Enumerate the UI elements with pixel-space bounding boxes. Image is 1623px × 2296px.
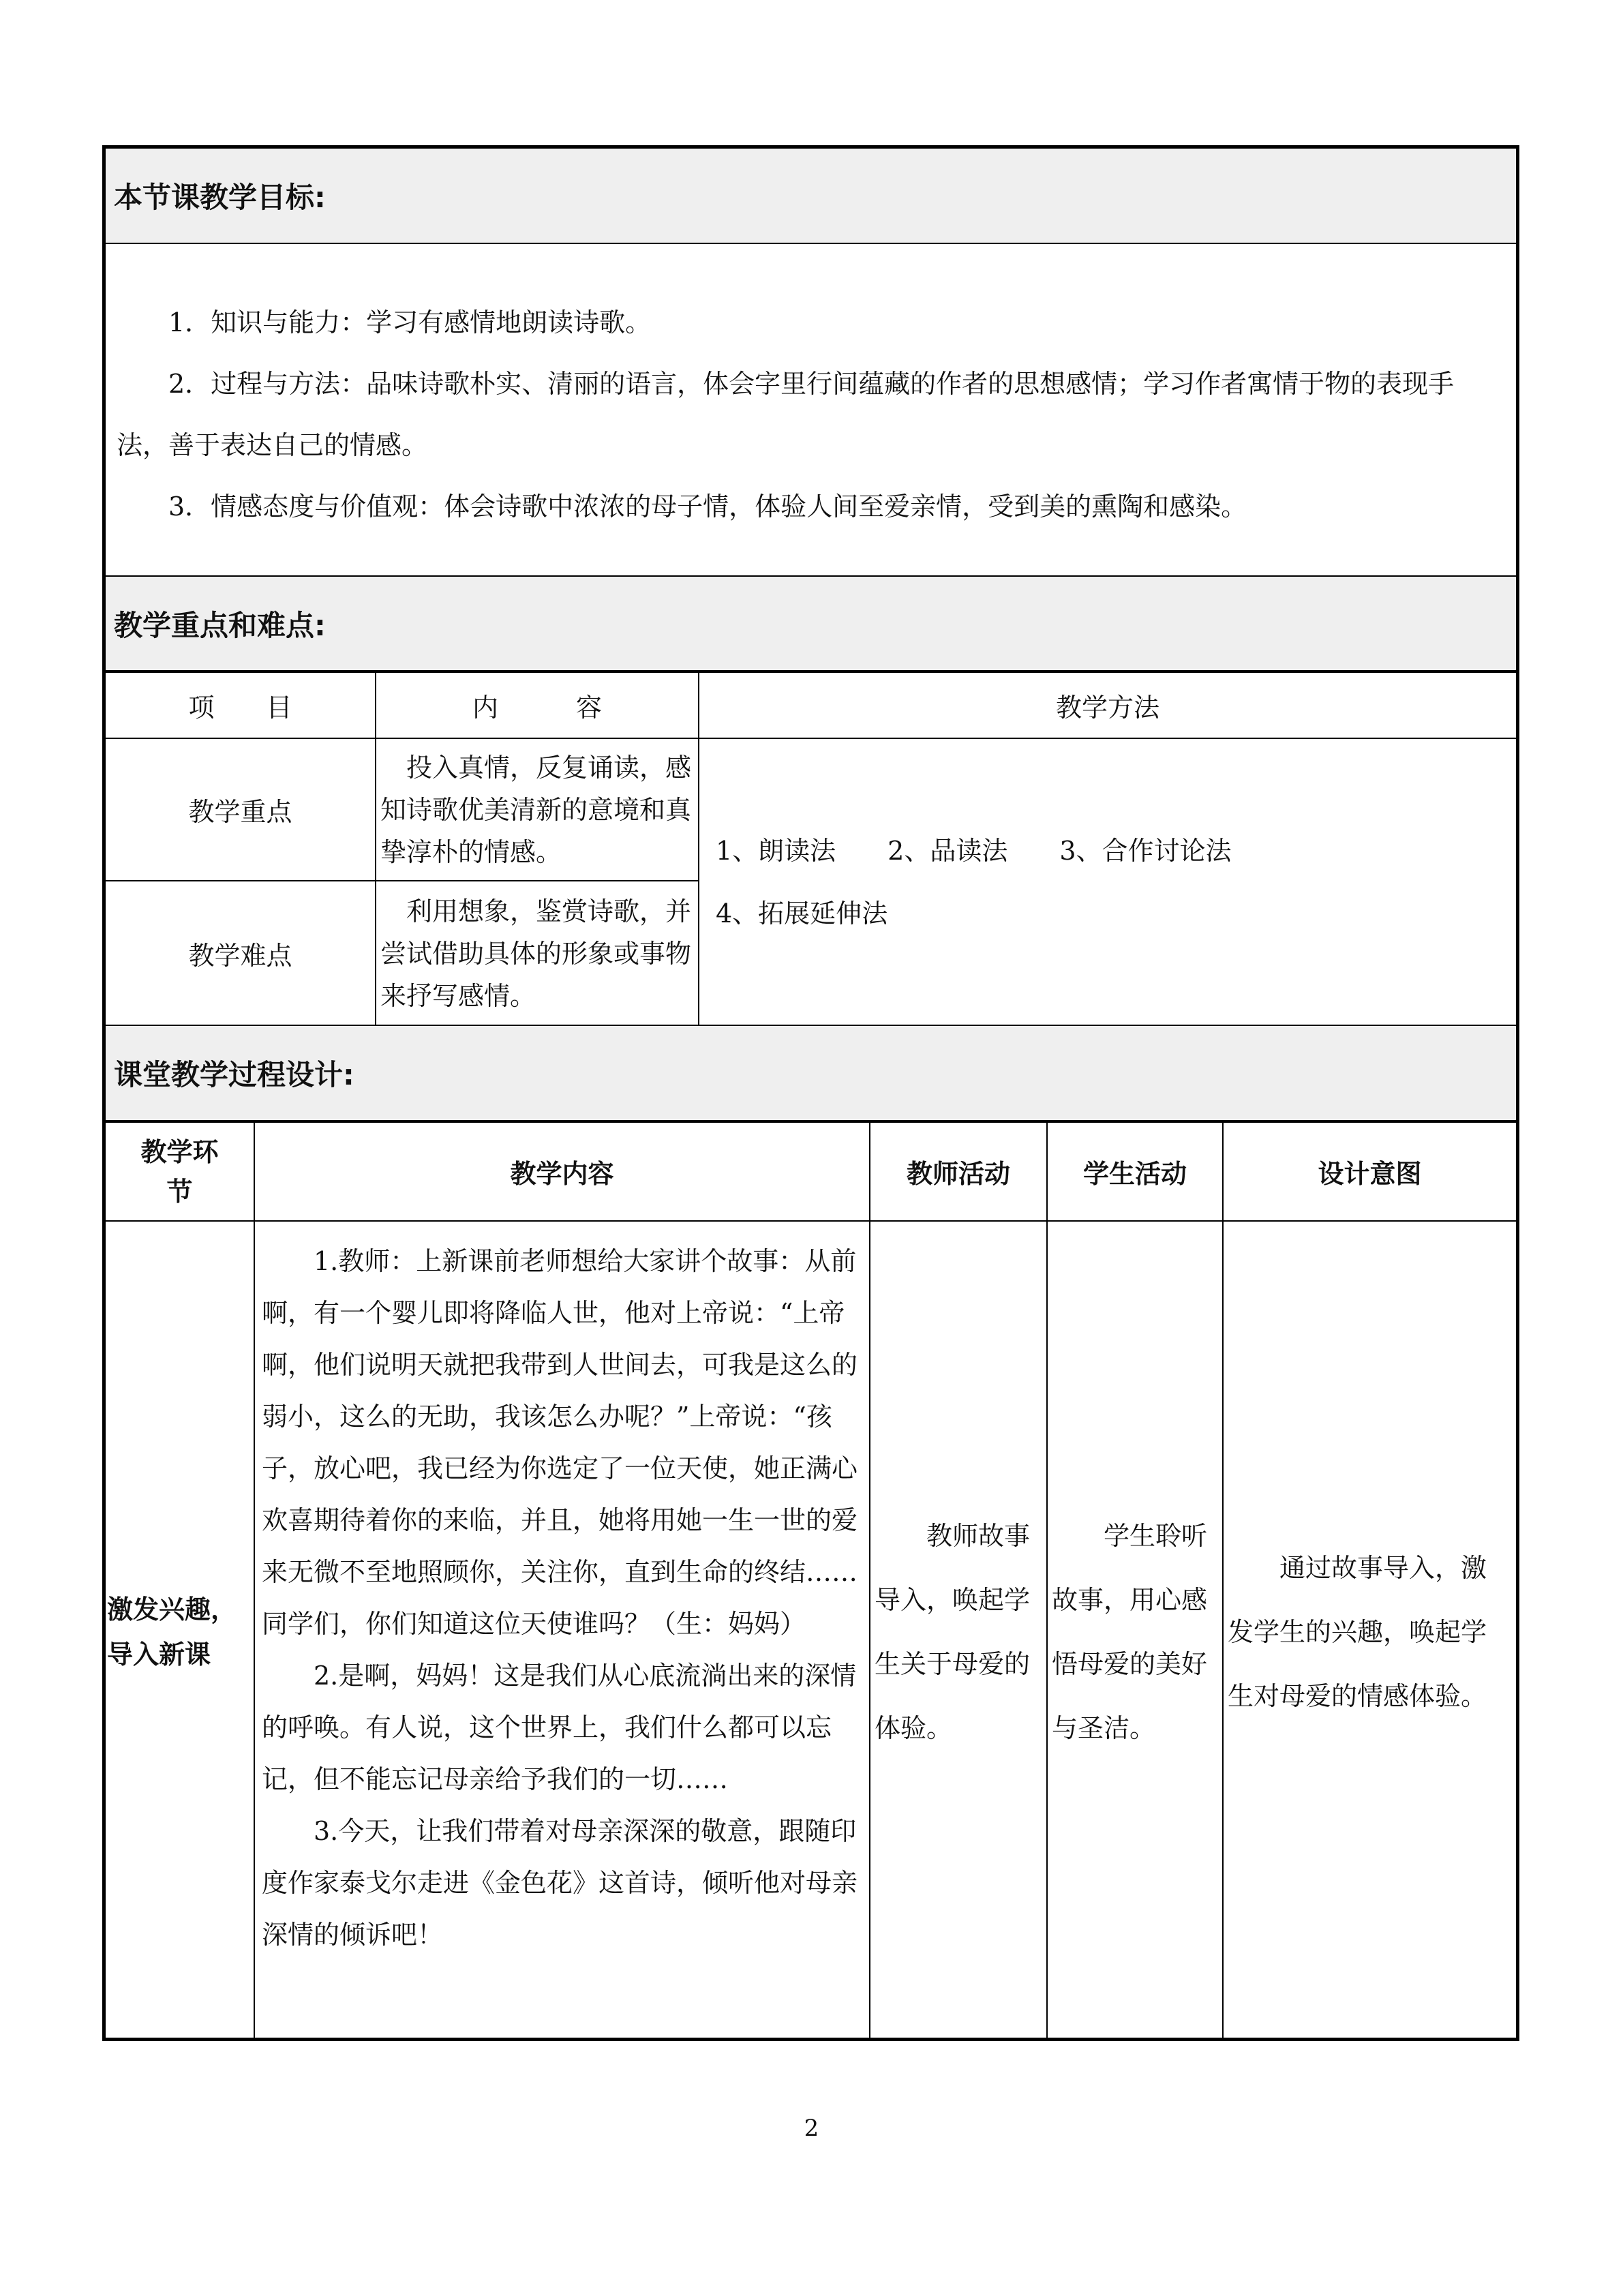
header-intent: 设计意图 xyxy=(1223,1122,1516,1221)
page-number: 2 xyxy=(804,2115,819,2142)
header-method: 教学方法 xyxy=(699,672,1516,738)
header-stage: 教学环节 xyxy=(106,1122,254,1221)
keypoints-title: 教学重点和难点: xyxy=(106,575,1516,671)
method-line: 4、拓展延伸法 xyxy=(716,898,888,928)
stage-cell: 激发兴趣，导入新课 xyxy=(106,1221,254,2041)
goal-item: 2．过程与方法：品味诗歌朴实、清丽的语言，体会字里行间蕴藏的作者的思想感情；学习作者寓情于物的表现手法，善于表达自己的情感。 xyxy=(117,369,1455,460)
goal-item: 1．知识与能力：学习有感情地朗读诗歌。 xyxy=(168,307,652,337)
process-row xyxy=(106,1221,1516,2041)
process-table xyxy=(106,1121,1516,2041)
difficulty-label: 教学难点 xyxy=(106,881,376,1025)
content-cell xyxy=(254,1221,870,2041)
process-title: 课堂教学过程设计: xyxy=(106,1025,1516,1121)
header-content: 内 容 xyxy=(376,672,699,738)
lesson-plan-table xyxy=(102,145,1519,2041)
difficulty-content: 利用想象，鉴赏诗歌，并尝试借助具体的形象或事物来抒写感情。 xyxy=(376,881,699,1025)
content-paragraph: 1.教师：上新课前老师想给大家讲个故事：从前啊，有一个婴儿即将降临人世，他对上帝说：“上帝啊，他们说明天就把我带到人世间去，可我是这么的弱小，这么的无助，我该怎么办呢？”上帝说：“孩子，放心吧，我已经为你选定了一位天使，她正满心欢喜期待着你的来临，并且，她将用她一生一世的爱来无微不至地照顾你，关注你，直到生命的终结……同学们，你们知道这位天使谁吗？（生：妈妈） xyxy=(262,1246,858,1639)
goals-title: 本节课教学目标: xyxy=(106,149,1516,244)
process-header-row xyxy=(106,1122,1516,1221)
design-intent-cell: 通过故事导入，激发学生的兴趣，唤起学生对母爱的情感体验。 xyxy=(1223,1221,1516,2041)
keypoints-header-row xyxy=(106,672,1516,738)
teacher-activity-cell: 教师故事导入，唤起学生关于母爱的体验。 xyxy=(870,1221,1047,2041)
focus-content: 投入真情，反复诵读，感知诗歌优美清新的意境和真挚淳朴的情感。 xyxy=(376,738,699,881)
header-item: 项 目 xyxy=(106,672,376,738)
header-teacher: 教师活动 xyxy=(870,1122,1047,1221)
teaching-methods xyxy=(699,738,1516,1025)
keypoints-table xyxy=(106,671,1516,1026)
goal-item: 3．情感态度与价值观：体会诗歌中浓浓的母子情，体验人间至爱亲情，受到美的熏陶和感染。 xyxy=(168,492,1247,522)
focus-label: 教学重点 xyxy=(106,738,376,881)
content-paragraph: 3.今天，让我们带着对母亲深深的敬意，跟随印度作家泰戈尔走进《金色花》这首诗，倾听他对母亲深情的倾诉吧！ xyxy=(262,1816,858,1950)
focus-row xyxy=(106,738,1516,881)
content-paragraph: 2.是啊，妈妈！这是我们从心底流淌出来的深情的呼唤。有人说，这个世界上，我们什么都可以忘记，但不能忘记母亲给予我们的一切…… xyxy=(262,1661,857,1794)
goals-body xyxy=(106,244,1516,575)
student-activity-cell: 学生聆听故事，用心感悟母爱的美好与圣洁。 xyxy=(1047,1221,1223,2041)
header-student: 学生活动 xyxy=(1047,1122,1223,1221)
method-line: 1、朗读法 2、品读法 3、合作讨论法 xyxy=(716,835,1232,866)
header-content: 教学内容 xyxy=(254,1122,870,1221)
